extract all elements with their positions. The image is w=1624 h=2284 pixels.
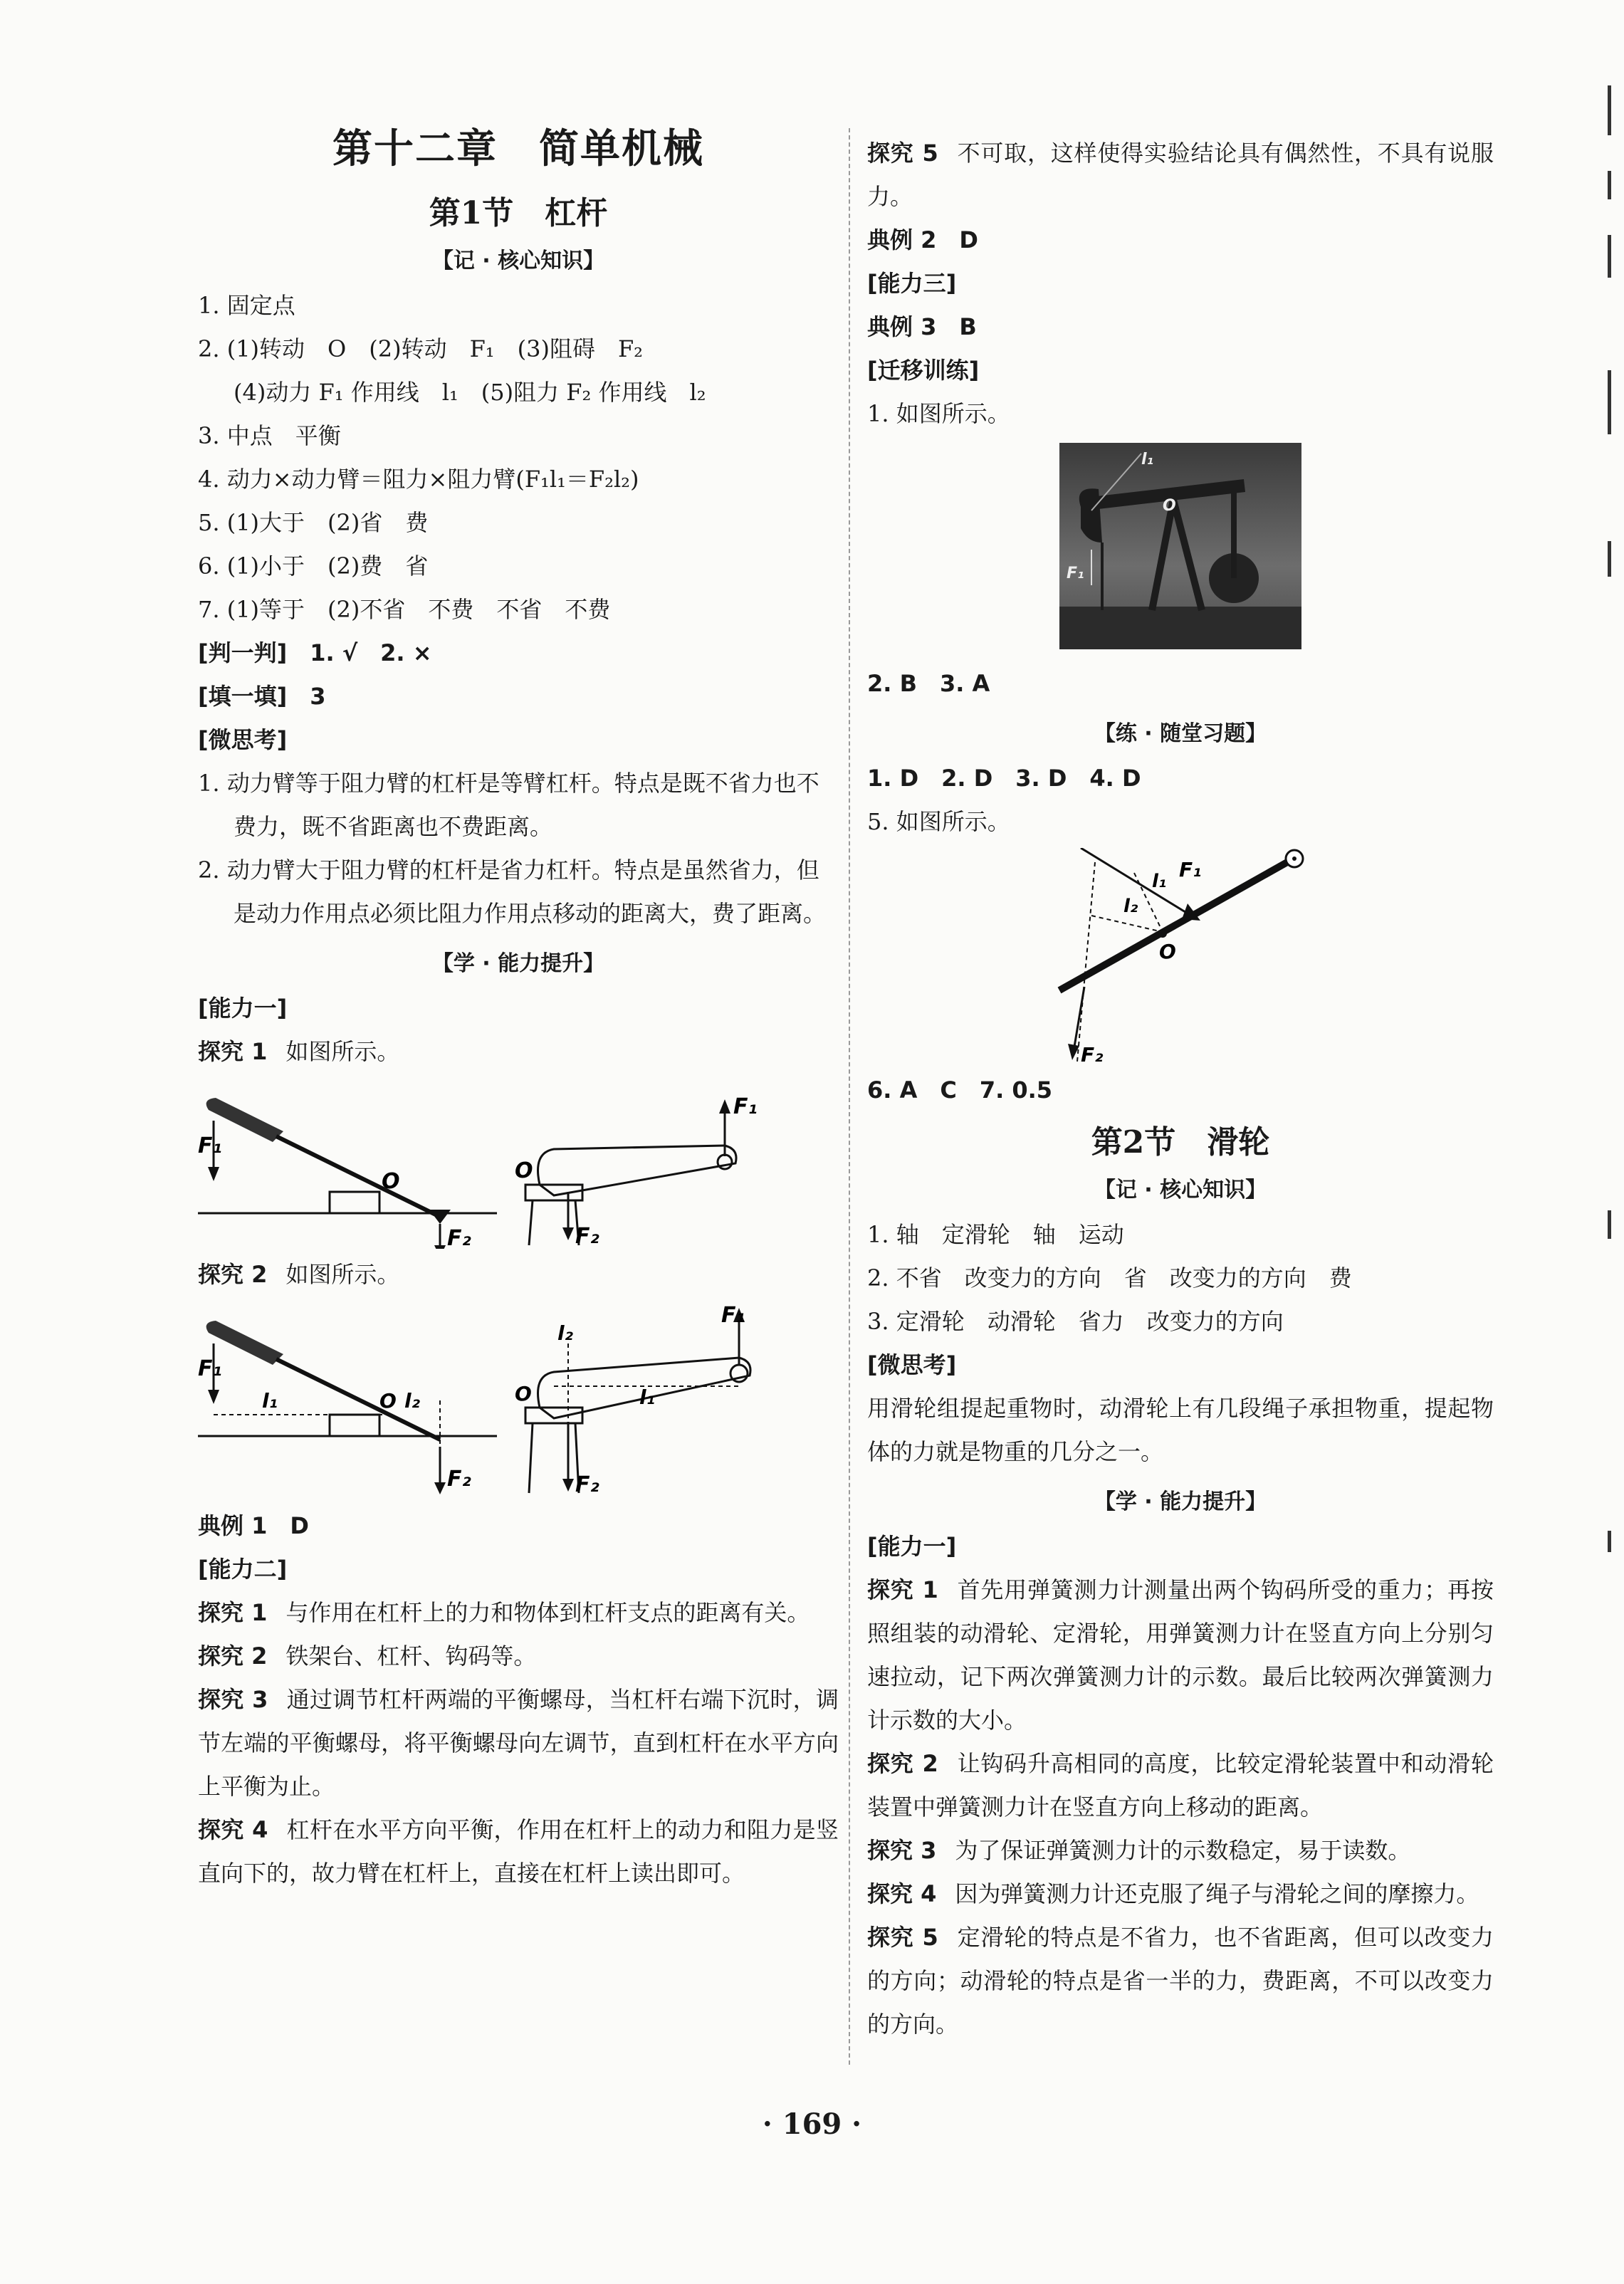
- explore-text: 让钩码升高相同的高度，比较定滑轮装置中和动滑轮装置中弹簧测力计在竖直方向上移动的距离。: [867, 1750, 1494, 1821]
- label-O: O: [379, 1389, 397, 1413]
- knowledge-item: 1. 固定点: [198, 292, 295, 319]
- label-F1: F₁: [733, 1094, 758, 1119]
- transfer-item: 1. 如图所示。: [867, 400, 1010, 427]
- banner-practice: 【练 · 随堂习题】: [1094, 721, 1267, 746]
- judge-answers: [判一判] 1. √ 2. ×: [198, 639, 432, 666]
- ability-heading: [能力二]: [198, 1556, 288, 1583]
- left-column: [198, 117, 839, 1895]
- transfer-answers: 2. B 3. A: [867, 670, 990, 697]
- label-l1: l₁: [1152, 871, 1167, 892]
- explore-text: 定滑轮的特点是不省力，也不省距离，但可以改变力的方向；动滑轮的特点是省一半的力，费距离，不可以改变力的方向。: [867, 1924, 1494, 2038]
- explore-text: 首先用弹簧测力计测量出两个钩码所受的重力；再按照组装的动滑轮、定滑轮，用弹簧测力计在竖直方向上分别匀速拉动，记下两次弹簧测力计的示数。最后比较两次弹簧测力计示数的大小。: [867, 1576, 1494, 1734]
- oil-pump-photo: [1059, 443, 1301, 649]
- chapter-title: 第十二章 简单机械: [332, 125, 704, 172]
- ability-heading: [能力一]: [867, 1533, 957, 1560]
- example-answer: 典例 2 D: [867, 226, 978, 253]
- label-O: O: [1163, 497, 1176, 515]
- example-answer: 典例 1 D: [198, 1512, 309, 1539]
- knowledge-item: 2. 不省 改变力的方向 省 改变力的方向 费: [867, 1264, 1352, 1292]
- screwdriver-lever-diagram: [198, 1092, 511, 1249]
- explore-tag: 探究 3: [198, 1686, 268, 1713]
- figure-practice5-wrapper: [867, 848, 1494, 1064]
- label-F1: F₁: [1067, 565, 1084, 582]
- practice-answers: 1. D 2. D 3. D 4. D: [867, 765, 1141, 792]
- label-l2: l₂: [557, 1321, 573, 1345]
- explore-tag: 探究 1: [198, 1599, 268, 1626]
- label-O: O: [1159, 940, 1176, 963]
- explore-tag: 探究 4: [198, 1816, 268, 1843]
- knowledge-item: 4. 动力×动力臂＝阻力×阻力臂(F₁l₁＝F₂l₂): [198, 466, 639, 493]
- banner-core-knowledge: 【记 · 核心知识】: [431, 248, 605, 273]
- knowledge-item: 6. (1)小于 (2)费 省: [198, 552, 429, 580]
- micro-thinking-text: 用滑轮组提起重物时，动滑轮上有几段绳子承担物重，提起物体的力就是物重的几分之一。: [867, 1395, 1494, 1465]
- micro-thinking-heading: [微思考]: [867, 1351, 957, 1378]
- label-F2: F₂: [447, 1467, 471, 1492]
- label-l1: l₁: [1141, 451, 1154, 468]
- practice-item: 5. 如图所示。: [867, 808, 1010, 835]
- figure-oil-pump-wrapper: [867, 443, 1494, 652]
- explore-text: 与作用在杠杆上的力和物体到杠杆支点的距离有关。: [285, 1599, 810, 1626]
- explore-tag: 探究 2: [198, 1261, 268, 1288]
- explore-text: 如图所示。: [285, 1038, 400, 1065]
- label-F2: F₂: [575, 1224, 599, 1249]
- explore-text: 通过调节杠杆两端的平衡螺母，当杠杆右端下沉时，调节左端的平衡螺母，将平衡螺母向左调节，直到杠杆在水平方向上平衡为止。: [198, 1686, 839, 1800]
- label-F2: F₂: [575, 1472, 599, 1497]
- label-F1: F₁: [721, 1303, 745, 1328]
- knowledge-item: 2. (1)转动 O (2)转动 F₁ (3)阻碍 F₂: [198, 335, 643, 362]
- explore-tag: 探究 3: [867, 1837, 937, 1864]
- nail-clipper-lever-diagram: [511, 1078, 768, 1249]
- explore-text: 因为弹簧测力计还克服了绳子与滑轮之间的摩擦力。: [955, 1880, 1479, 1907]
- ability-heading: [能力一]: [198, 995, 288, 1022]
- figure-row-explore1: [198, 1078, 839, 1249]
- explore-tag: 探究 2: [867, 1750, 938, 1777]
- label-F2: F₂: [1081, 1043, 1104, 1062]
- micro-thinking-heading: [微思考]: [198, 726, 288, 753]
- screwdriver-lever-arm-diagram: [198, 1308, 511, 1500]
- right-column: [867, 132, 1494, 2046]
- label-F2: F₂: [447, 1226, 471, 1249]
- explore-text: 不可取，这样使得实验结论具有偶然性，不具有说服力。: [867, 140, 1494, 210]
- banner-ability: 【学 · 能力提升】: [431, 951, 605, 976]
- label-l2: l₂: [404, 1389, 420, 1413]
- explore-text: 铁架台、杠杆、钩码等。: [285, 1643, 537, 1670]
- knowledge-item: 3. 中点 平衡: [198, 422, 341, 449]
- micro-thinking-item: 2. 动力臂大于阻力臂的杠杆是省力杠杆。特点是虽然省力，但是动力作用点必须比阻力作用点移动的距离大，费了距离。: [198, 856, 827, 927]
- label-O: O: [382, 1169, 400, 1194]
- knowledge-item: 1. 轴 定滑轮 轴 运动: [867, 1221, 1124, 1248]
- micro-thinking-item: 1. 动力臂等于阻力臂的杠杆是等臂杠杆。特点是既不省力也不费力，既不省距离也不费距离。: [198, 770, 819, 840]
- page-number: · 169 ·: [762, 2107, 862, 2141]
- label-F1: F₁: [1179, 858, 1202, 881]
- transfer-heading: [迁移训练]: [867, 357, 980, 384]
- explore-tag: 探究 2: [198, 1643, 268, 1670]
- label-l1: l₁: [262, 1389, 278, 1413]
- column-divider: [849, 128, 850, 2065]
- explore-text: 如图所示。: [285, 1261, 400, 1288]
- ability-heading: [能力三]: [867, 270, 957, 297]
- explore-tag: 探究 1: [198, 1038, 268, 1065]
- explore-text: 杠杆在水平方向平衡，作用在杠杆上的动力和阻力是竖直向下的，故力臂在杠杆上，直接在杠杆上读出即可。: [198, 1816, 839, 1887]
- label-l1: l₁: [639, 1385, 655, 1409]
- label-F1: F₁: [198, 1356, 222, 1381]
- scan-edge-marks: [1596, 0, 1624, 2284]
- example-answer: 典例 3 B: [867, 313, 977, 340]
- practice-answers: 6. A C 7. 0.5: [867, 1076, 1053, 1104]
- explore-tag: 探究 1: [867, 1576, 938, 1603]
- explore-tag: 探究 5: [867, 140, 938, 167]
- explore-tag: 探究 4: [867, 1880, 937, 1907]
- explore-tag: 探究 5: [867, 1924, 938, 1951]
- banner-core-knowledge: 【记 · 核心知识】: [1094, 1178, 1267, 1203]
- section-title-lever: 第1节 杠杆: [429, 195, 608, 231]
- knowledge-item: 3. 定滑轮 动滑轮 省力 改变力的方向: [867, 1308, 1284, 1335]
- label-O: O: [515, 1382, 532, 1405]
- section-title-pulley: 第2节 滑轮: [1091, 1124, 1270, 1161]
- fill-answers: [填一填] 3: [198, 683, 326, 710]
- explore-text: 为了保证弹簧测力计的示数稳定，易于读数。: [955, 1837, 1411, 1864]
- knowledge-item: (4)动力 F₁ 作用线 l₁ (5)阻力 F₂ 作用线 l₂: [234, 379, 706, 406]
- banner-ability: 【学 · 能力提升】: [1094, 1489, 1267, 1514]
- knowledge-item: 5. (1)大于 (2)省 费: [198, 509, 429, 536]
- lever-force-diagram: [1052, 848, 1337, 1062]
- figure-row-explore2: [198, 1301, 839, 1500]
- label-F1: F₁: [198, 1133, 222, 1158]
- label-l2: l₂: [1123, 896, 1138, 917]
- label-O: O: [515, 1158, 533, 1183]
- knowledge-item: 7. (1)等于 (2)不省 不费 不省 不费: [198, 596, 611, 623]
- nail-clipper-lever-arm-diagram: [511, 1301, 782, 1500]
